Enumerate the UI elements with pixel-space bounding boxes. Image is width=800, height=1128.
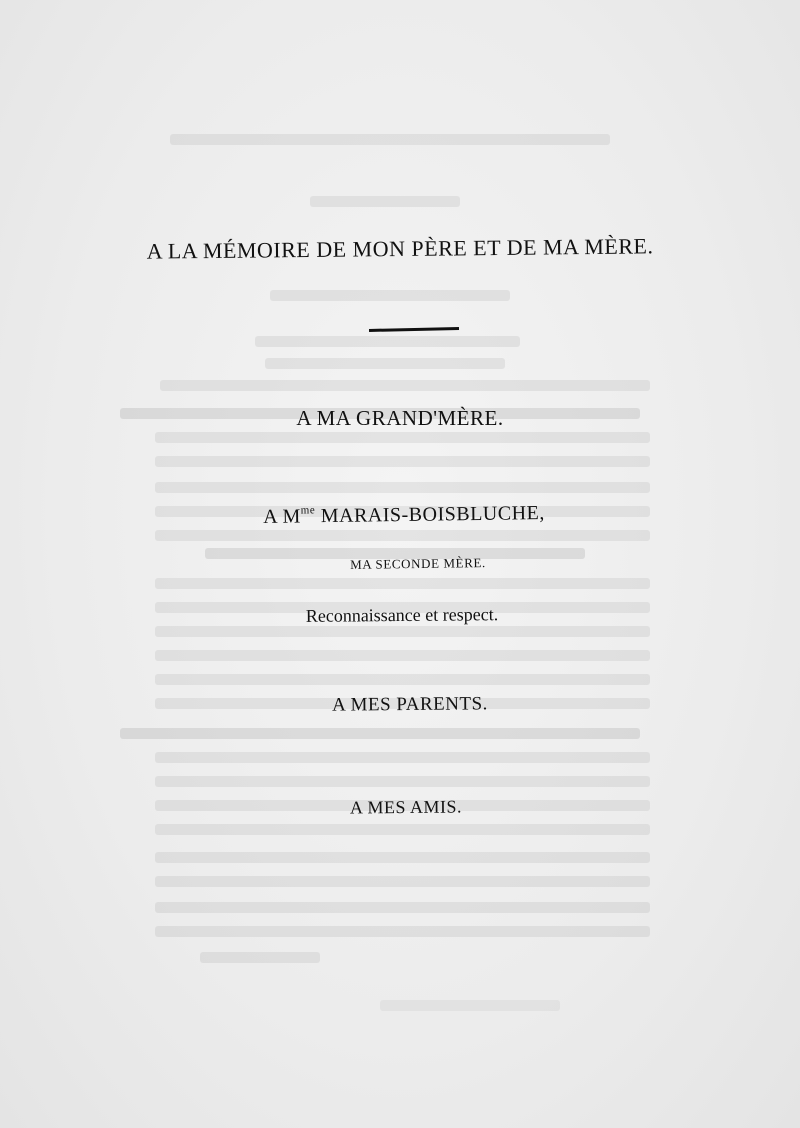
dedication-grandmother: A MA GRAND'MÈRE. [296, 406, 504, 430]
dedication-parents: A MES PARENTS. [332, 693, 488, 716]
dedication-gratitude: Reconnaissance et respect. [305, 604, 499, 626]
dedication-second-mother [4, 497, 800, 532]
dedication-subtitle: MA SECONDE MÈRE. [350, 555, 486, 572]
dedication-prefix: A M [263, 505, 301, 528]
dedication-memory: A LA MÉMOIRE DE MON PÈRE ET DE MA MÈRE. [146, 233, 654, 264]
dedication-friends: A MES AMIS. [349, 796, 463, 818]
divider-rule [369, 327, 459, 332]
dedication-name: MARAIS-BOISBLUCHE, [320, 502, 545, 528]
dedication-superscript: me [300, 504, 316, 517]
